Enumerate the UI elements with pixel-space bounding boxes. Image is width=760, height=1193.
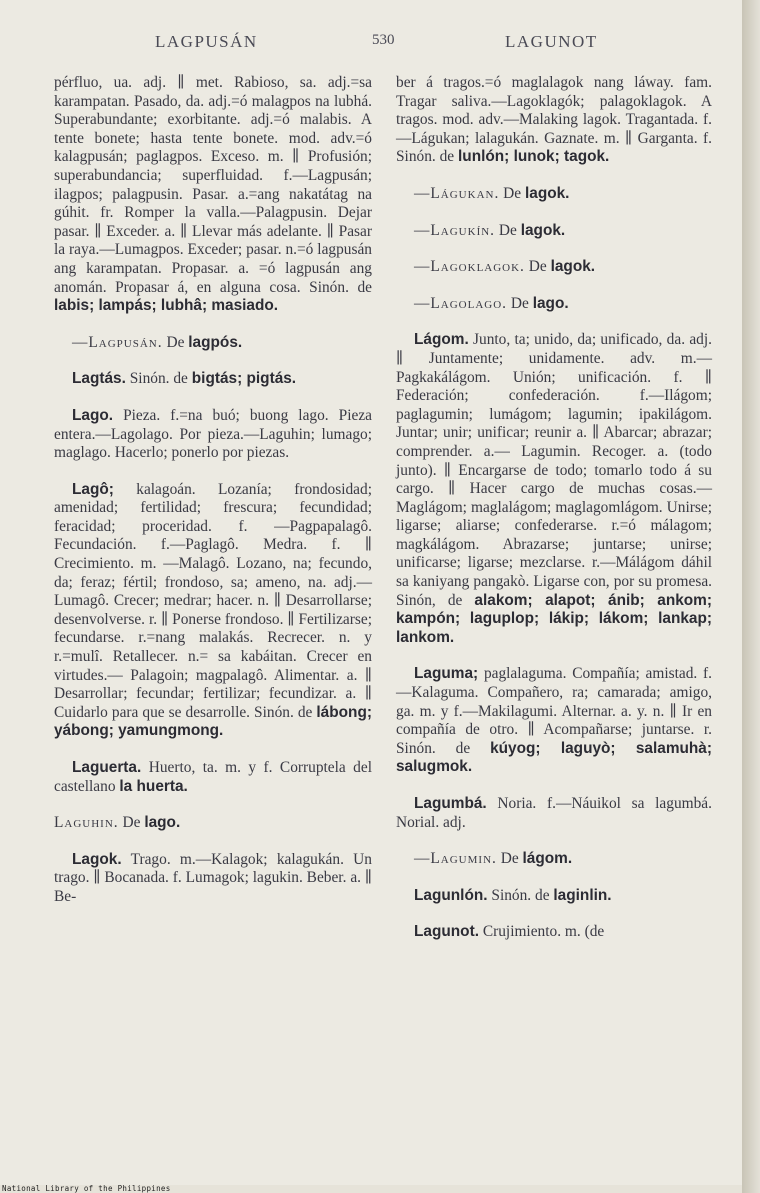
headword: Laguerta. — [72, 759, 142, 776]
right-column — [396, 74, 712, 960]
entry-xref-lagukin — [396, 222, 712, 241]
xref-headword: —Lágukan. — [414, 184, 500, 202]
entry-lagom — [396, 331, 712, 647]
entry-synonyms: lábong; yábong; yamungmong. — [54, 703, 372, 740]
entry-lagtas — [54, 370, 372, 389]
xref-target: lagok. — [524, 184, 570, 202]
entry-text: kalagoán. Lozanía; frondosidad; amenidad; fertilidad; frescura; fecundidad; feracidad; proceridad. f. —Pagpapalagô. Fecundación. f.—Paglagô. Medra. f. ∥ Crecimiento. m. —Malagô. Lozano, na; fecundo, da; feraz; fértil; frondoso, sa; ameno, na. adj.—Lumagô. Crecer; medrar; hacer. n. ∥ Desarrollarse; desenvolverse. r. ∥ Ponerse frondoso. ∥ Fertilizarse; fecundarse. r.=nang malakás. Recrecer. n. y r.=mulî. Retallecer. n.= sa kabáitan. Crecer en virtudes.— Palagoin; magpalagô. Alimentar. a. ∥ Desarrollar; fecundar; fertilizar; fecundizar. a. ∥ Cuidarlo para que se desarrolle. Sinón. de — [54, 480, 372, 721]
xref-headword: Laguhin. — [54, 814, 119, 832]
entry-lagok-cont — [396, 74, 712, 167]
entry-lagunot — [396, 923, 712, 942]
entry-xref-lagolago — [396, 295, 712, 314]
entry-text: Sinón. de — [129, 370, 188, 388]
xref-de: De — [122, 814, 141, 832]
header-right-word: LAGUNOT — [505, 32, 598, 51]
entry-text: pérfluo, ua. adj. ∥ met. Rabioso, sa. adj.=sa karampatan. Pasado, da. adj.=ó malagpos na lubhá. Superabundante; exorbitante. adj.=ó malabis. A tente bonete; hasta tente bonete. mod. adv.=ó kalagpusán; paglagpos. Exceso. m. ∥ Profusión; superabundancia; superfluidad. f.—Lagpusán; ilagpos; palagpusin. Pasar. a.=ang nakatátag na gúhit. fr. Romper la valla.—Palagpusin. Dejar pasar. ∥ Exceder. a. ∥ Llevar más adelante. ∥ Pasar la raya.—Lumagpos. Exceder; pasar. n.=ó lagpusán ang karampatan. Propasar. a. =ó lagpusán ang anomán. Propasar á, en alguna cosa. Sinón. de — [54, 74, 372, 296]
entry-synonyms: laginlin. — [553, 886, 612, 904]
xref-target: lágom. — [522, 850, 573, 868]
entry-lago-accent — [54, 481, 372, 741]
entry-lagpusan-cont — [54, 74, 372, 316]
xref-de: De — [503, 184, 522, 202]
xref-de: De — [500, 850, 519, 868]
entry-text: Trago. m.—Kalagok; kalagukán. Un trago. ∥ Bocanada. f. Lumagok; lagukin. Beber. a. ∥ Be- — [54, 850, 372, 905]
entry-synonyms: lunlón; lunok; tagok. — [458, 148, 610, 166]
xref-headword: —Lagukín. — [414, 221, 496, 239]
entry-text: ber á tragos.=ó maglalagok nang láway. fam. Tragar saliva.—Lagoklagók; palagoklagok. A tragos. mod. adv.—Malaking lagok. Tragantada. f.—Lágukan; lalagukán. Gaznate. m. ∥ Garganta. f. Sinón. de — [396, 74, 712, 166]
entry-lagunlon — [396, 887, 712, 906]
xref-de: De — [510, 294, 529, 312]
xref-headword: —Lagumin. — [414, 850, 497, 868]
entry-text: paglalaguma. Compañía; amistad. f.—Kalaguma. Compañero, ra; camarada; amigo, ga. m. y f.—Makilagumi. Alternar. a. y. n. ∥ Ir en compañía de otro. ∥ Acompañarse; juntarse. r. Sinón. de — [396, 665, 712, 757]
headword: Lagunot. — [414, 923, 479, 941]
xref-headword: —Lagolago. — [414, 294, 508, 312]
entry-text: Huerto, ta. m. y f. Corruptela del castellano — [54, 759, 372, 795]
entry-synonyms: bigtás; pigtás. — [191, 370, 297, 388]
entry-lagok — [54, 851, 372, 907]
headword: Lagunlón. — [414, 886, 488, 904]
headword: Lagumbá. — [414, 795, 487, 812]
entry-synonyms: labis; lampás; lubhâ; masiado. — [54, 297, 279, 315]
xref-target: lagpós. — [188, 333, 243, 351]
xref-headword: —Lagpusán. — [72, 333, 163, 351]
entry-synonyms: alakom; alapot; ánib; ankom; kampón; laguplop; lákip; lákom; lankap; lankom. — [396, 591, 712, 646]
entry-xref-lagoklagok — [396, 258, 712, 277]
entry-lagumba — [396, 795, 712, 832]
page-edge-shadow — [742, 0, 760, 1193]
header-left-word: LAGPUSÁN — [155, 32, 258, 51]
xref-target: lagok. — [550, 258, 596, 276]
entry-laguma — [396, 665, 712, 777]
xref-target: lagok. — [520, 221, 566, 239]
library-credit: National Library of the Philippines — [2, 1184, 171, 1193]
left-column — [54, 74, 372, 925]
entry-text: Noria. f.—Náuikol sa lagumbá. Norial. adj. — [396, 795, 712, 831]
headword: Laguma; — [414, 665, 479, 683]
running-header — [0, 32, 742, 56]
xref-target: lago. — [532, 294, 569, 312]
entry-lago — [54, 407, 372, 463]
headword: Lagtás. — [72, 370, 126, 388]
entry-xref-lagumin — [396, 850, 712, 869]
entry-text: Crujimiento. m. (de — [482, 923, 605, 941]
headword: Lagô; — [72, 480, 114, 498]
entry-xref-lagukan — [396, 185, 712, 204]
headword: Lagok. — [72, 850, 122, 868]
xref-target: lago. — [144, 814, 181, 832]
headword: Lago. — [72, 406, 114, 424]
headword: Lágom. — [414, 331, 469, 349]
xref-de: De — [166, 333, 185, 351]
entry-text: Sinón. de — [491, 886, 550, 904]
entry-xref-laguhin — [54, 814, 372, 833]
entry-text: Junto, ta; unido, da; unificado, da. adj. ∥ Juntamente; unidamente. adv. m.—Pagkakálágom. Unión; unificación. f. ∥ Federación; confederación. f.—Ilágom; paglagumin; lumágom; lagumin; ipakilágom. Juntar; unir; unificar; reunir a. ∥ Abarcar; abrazar; comprender. a.— Lagumin. Recoger. a. (todo junto). ∥ Encargarse de todo; tomarlo todo á su cargo. ∥ Hacer cargo de muchas cosas.—Maglágom; maglalágom; maglagomlágom. Unirse; ligarse; aliarse; confederarse. r.=ó málagom; magkálágom. Abrazarse; juntarse; unirse; unificarse; ligarse; mezclarse. r.—Málágom dáhil sa kaniyang pangakò. Ligarse con, por su promesa. Sinón, de — [396, 331, 712, 609]
xref-de: De — [528, 258, 547, 276]
xref-de: De — [498, 221, 517, 239]
page-number: 530 — [372, 32, 395, 48]
xref-headword: —Lagoklagok. — [414, 258, 525, 276]
entry-synonyms: kúyog; laguyò; salamuhà; salugmok. — [396, 739, 712, 776]
entry-xref-lagpusan — [54, 334, 372, 353]
entry-synonyms: la huerta. — [119, 777, 188, 795]
entry-text: Pieza. f.=na buó; buong lago. Pieza entera.—Lagolago. Por pieza.—Laguhin; lumago; maglago. Hacerlo; ponerlo por piezas. — [54, 406, 372, 462]
entry-laguerta — [54, 759, 372, 796]
